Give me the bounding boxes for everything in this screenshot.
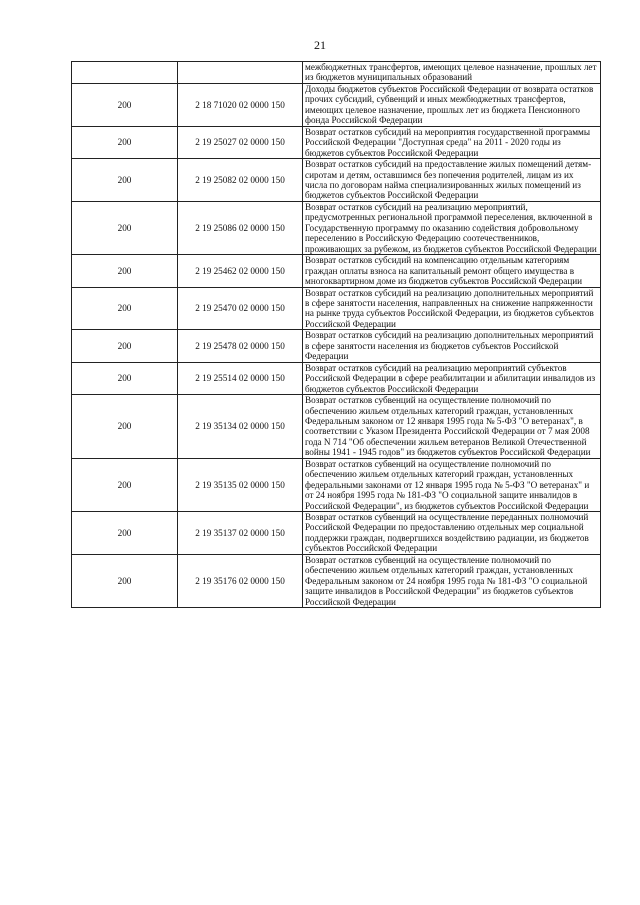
table-row [72,62,601,84]
budget-code-cell: 2 19 35134 02 0000 150 [178,395,303,459]
budget-code-cell: 2 18 71020 02 0000 150 [178,83,303,126]
budget-code-cell: 2 19 25462 02 0000 150 [178,255,303,287]
table-row [72,362,601,394]
table-row [72,255,601,287]
admin-code-cell: 200 [72,201,178,254]
budget-code-cell: 2 19 25478 02 0000 150 [178,330,303,362]
description-cell: Возврат остатков субсидий на реализацию мероприятий, предусмотренных региональной программой переселения, включенной в Государственную программу по оказанию содействия добровольному переселению в Российскую Федерацию соотечественников, проживающих за рубежом, из бюджетов субъектов Российской Федерации [303,201,601,254]
description-cell: Возврат остатков субвенций на осуществление полномочий по обеспечению жильем отдельных категорий граждан, установленных Федеральным законом от 12 января 1995 года № 5-ФЗ "О ветеранах", в соответствии с Указом Президента Российской Федерации от 7 мая 2008 года N 714 "Об обеспечении жильем ветеранов Великой Отечественной войны 1941 - 1945 годов" из бюджетов субъектов Российской Федерации [303,395,601,459]
description-cell: Доходы бюджетов субъектов Российской Федерации от возврата остатков прочих субсидий, субвенций и иных межбюджетных трансфертов, имеющих целевое назначение, прошлых лет из бюджета Пенсионного фонда Российской Федерации [303,83,601,126]
admin-code-cell: 200 [72,512,178,555]
admin-code-cell [72,62,178,84]
admin-code-cell: 200 [72,395,178,459]
description-cell: Возврат остатков субсидий на реализацию мероприятий субъектов Российской Федерации в сфере реабилитации и абилитации инвалидов из бюджетов субъектов Российской Федерации [303,362,601,394]
description-cell: Возврат остатков субсидий на реализацию дополнительных мероприятий в сфере занятости населения, направленных на снижение напряженности на рынке труда субъектов Российской Федерации, из бюджетов субъектов Российской Федерации [303,287,601,330]
budget-codes-table [71,61,601,608]
table-row [72,330,601,362]
description-cell: Возврат остатков субсидий на предоставление жилых помещений детям-сиротам и детям, оставшимся без попечения родителей, лицам из их числа по договорам найма специализированных жилых помещений из бюджетов субъектов Российской Федерации [303,159,601,202]
admin-code-cell: 200 [72,554,178,607]
budget-code-cell: 2 19 25086 02 0000 150 [178,201,303,254]
admin-code-cell: 200 [72,330,178,362]
admin-code-cell: 200 [72,159,178,202]
description-cell: Возврат остатков субсидий на реализацию дополнительных мероприятий в сфере занятости населения из бюджетов субъектов Российской Федерации [303,330,601,362]
budget-code-cell: 2 19 25514 02 0000 150 [178,362,303,394]
description-cell: Возврат остатков субвенций на осуществление переданных полномочий Российской Федерации по предоставлению отдельных мер социальной поддержки граждан, подвергшихся воздействию радиации, из бюджетов субъектов Российской Федерации [303,512,601,555]
page-number: 21 [314,38,326,52]
table-row [72,512,601,555]
admin-code-cell: 200 [72,83,178,126]
table-body [72,62,601,608]
admin-code-cell: 200 [72,287,178,330]
budget-code-cell: 2 19 35135 02 0000 150 [178,458,303,511]
table-row [72,159,601,202]
budget-code-cell: 2 19 25470 02 0000 150 [178,287,303,330]
description-cell: межбюджетных трансфертов, имеющих целевое назначение, прошлых лет из бюджетов муниципальных образований [303,62,601,84]
budget-code-cell: 2 19 35137 02 0000 150 [178,512,303,555]
description-cell: Возврат остатков субвенций на осуществление полномочий по обеспечению жильем отдельных категорий граждан, установленных федеральными законами от 12 января 1995 года № 5-ФЗ "О ветеранах" и от 24 ноября 1995 года № 181-ФЗ "О социальной защите инвалидов в Российской Федерации", из бюджетов субъектов Российской Федерации [303,458,601,511]
table-row [72,287,601,330]
admin-code-cell: 200 [72,362,178,394]
budget-code-cell: 2 19 35176 02 0000 150 [178,554,303,607]
admin-code-cell: 200 [72,255,178,287]
table-row [72,83,601,126]
admin-code-cell: 200 [72,458,178,511]
budget-code-cell: 2 19 25082 02 0000 150 [178,159,303,202]
table-row [72,201,601,254]
budget-code-cell [178,62,303,84]
admin-code-cell: 200 [72,126,178,158]
description-cell: Возврат остатков субсидий на мероприятия государственной программы Российской Федерации "Доступная среда" на 2011 - 2020 годы из бюджетов субъектов Российской Федерации [303,126,601,158]
table-row [72,126,601,158]
description-cell: Возврат остатков субсидий на компенсацию отдельным категориям граждан оплаты взноса на капитальный ремонт общего имущества в многоквартирном доме из бюджетов субъектов Российской Федерации [303,255,601,287]
description-cell: Возврат остатков субвенций на осуществление полномочий по обеспечению жильем отдельных категорий граждан, установленных Федеральным законом от 24 ноября 1995 года № 181-ФЗ "О социальной защите инвалидов в Российской Федерации" из бюджетов субъектов Российской Федерации [303,554,601,607]
table-row [72,395,601,459]
table-row [72,458,601,511]
table-row [72,554,601,607]
budget-code-cell: 2 19 25027 02 0000 150 [178,126,303,158]
